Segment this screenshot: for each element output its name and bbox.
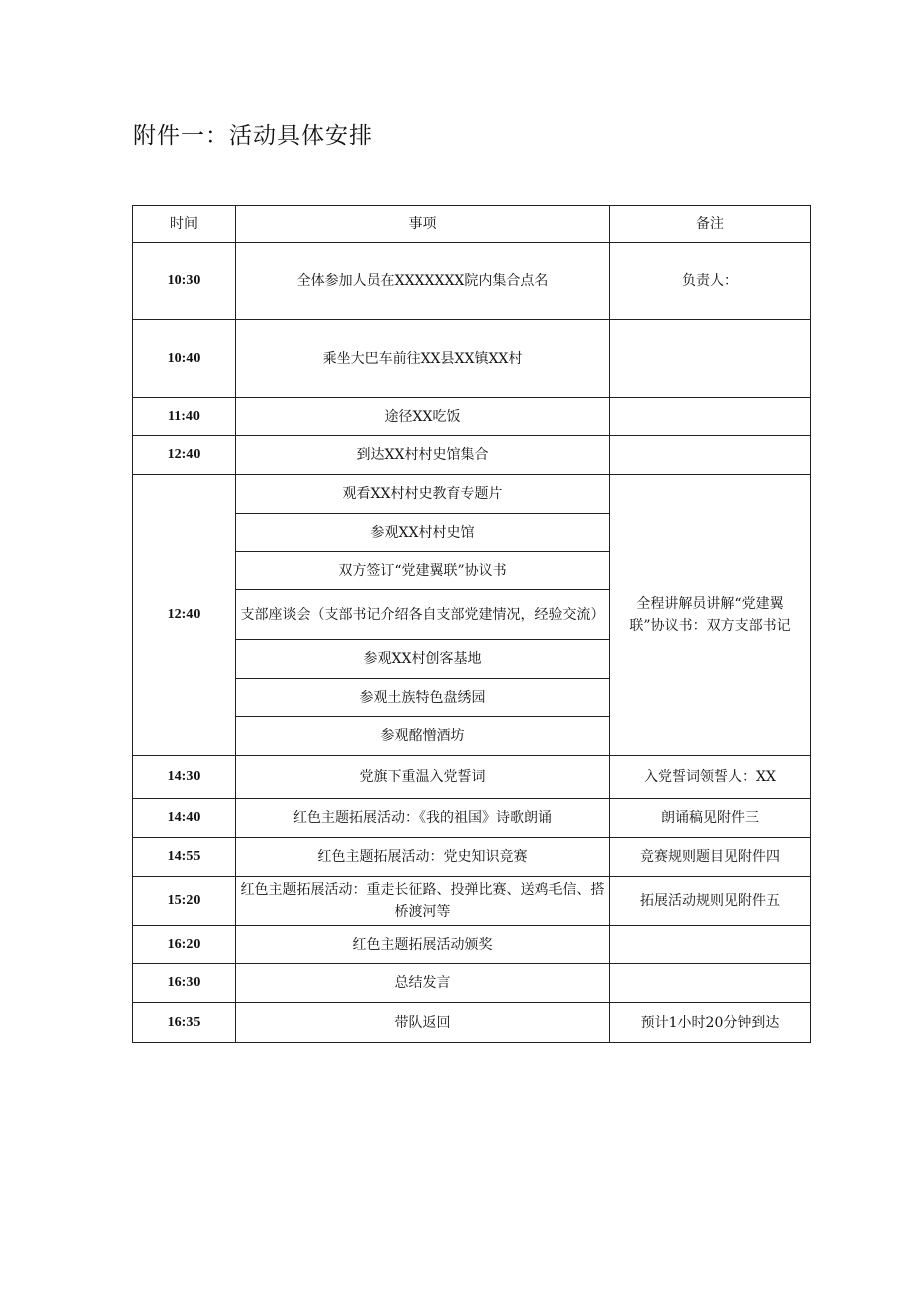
time-cell: 14:55 xyxy=(133,838,236,877)
time-cell: 12:40 xyxy=(133,475,236,756)
item-cell: 全体参加人员在XXXXXXX院内集合点名 xyxy=(236,243,610,320)
table-row xyxy=(133,1003,811,1043)
time-cell: 16:35 xyxy=(133,1003,236,1043)
table-row xyxy=(133,756,811,799)
header-time: 时间 xyxy=(133,206,236,243)
item-cell: 参观土族特色盘绣园 xyxy=(236,679,610,717)
header-note: 备注 xyxy=(610,206,811,243)
note-cell: 朗诵稿见附件三 xyxy=(610,799,811,838)
note-cell: 全程讲解员讲解“党建翼联”协议书：双方支部书记 xyxy=(610,475,811,756)
item-cell: 总结发言 xyxy=(236,964,610,1003)
time-cell: 15:20 xyxy=(133,877,236,926)
note-cell: 预计1小时20分钟到达 xyxy=(610,1003,811,1043)
item-cell: 红色主题拓展活动：党史知识竞赛 xyxy=(236,838,610,877)
item-cell: 双方签订“党建翼联”协议书 xyxy=(236,552,610,590)
note-cell xyxy=(610,398,811,436)
table-row xyxy=(133,838,811,877)
time-cell: 14:30 xyxy=(133,756,236,799)
time-cell: 10:40 xyxy=(133,320,236,398)
table-row xyxy=(133,926,811,964)
note-cell xyxy=(610,964,811,1003)
note-cell: 竞赛规则题目见附件四 xyxy=(610,838,811,877)
table-row xyxy=(133,475,811,514)
table-row xyxy=(133,243,811,320)
item-cell: 红色主题拓展活动：《我的祖国》诗歌朗诵 xyxy=(236,799,610,838)
table-row xyxy=(133,799,811,838)
time-cell: 10:30 xyxy=(133,243,236,320)
item-cell: 到达XX村村史馆集合 xyxy=(236,436,610,475)
item-cell: 参观XX村村史馆 xyxy=(236,514,610,552)
time-cell: 16:30 xyxy=(133,964,236,1003)
header-item: 事项 xyxy=(236,206,610,243)
item-cell: 参观XX村创客基地 xyxy=(236,640,610,679)
time-cell: 16:20 xyxy=(133,926,236,964)
document-title: 附件一：活动具体安排 xyxy=(133,123,373,149)
item-cell: 参观酩憎酒坊 xyxy=(236,717,610,756)
note-cell: 负责人： xyxy=(610,243,811,320)
item-cell: 观看XX村村史教育专题片 xyxy=(236,475,610,514)
schedule-table xyxy=(132,205,811,1043)
item-cell: 带队返回 xyxy=(236,1003,610,1043)
table-row xyxy=(133,320,811,398)
item-cell: 红色主题拓展活动颁奖 xyxy=(236,926,610,964)
time-cell: 14:40 xyxy=(133,799,236,838)
table-header-row xyxy=(133,206,811,243)
table-row xyxy=(133,436,811,475)
note-cell: 入党誓词领誓人：XX xyxy=(610,756,811,799)
time-cell: 12:40 xyxy=(133,436,236,475)
item-cell: 红色主题拓展活动：重走长征路、投弹比赛、送鸡毛信、搭桥渡河等 xyxy=(236,877,610,926)
item-cell: 途径XX吃饭 xyxy=(236,398,610,436)
time-cell: 11:40 xyxy=(133,398,236,436)
note-cell: 拓展活动规则见附件五 xyxy=(610,877,811,926)
note-cell xyxy=(610,320,811,398)
table-row xyxy=(133,877,811,926)
table-row xyxy=(133,964,811,1003)
item-cell: 支部座谈会（支部书记介绍各自支部党建情况，经验交流） xyxy=(236,590,610,640)
item-cell: 党旗下重温入党誓词 xyxy=(236,756,610,799)
item-cell: 乘坐大巴车前往XX县XX镇XX村 xyxy=(236,320,610,398)
table-row xyxy=(133,398,811,436)
note-cell xyxy=(610,436,811,475)
note-cell xyxy=(610,926,811,964)
